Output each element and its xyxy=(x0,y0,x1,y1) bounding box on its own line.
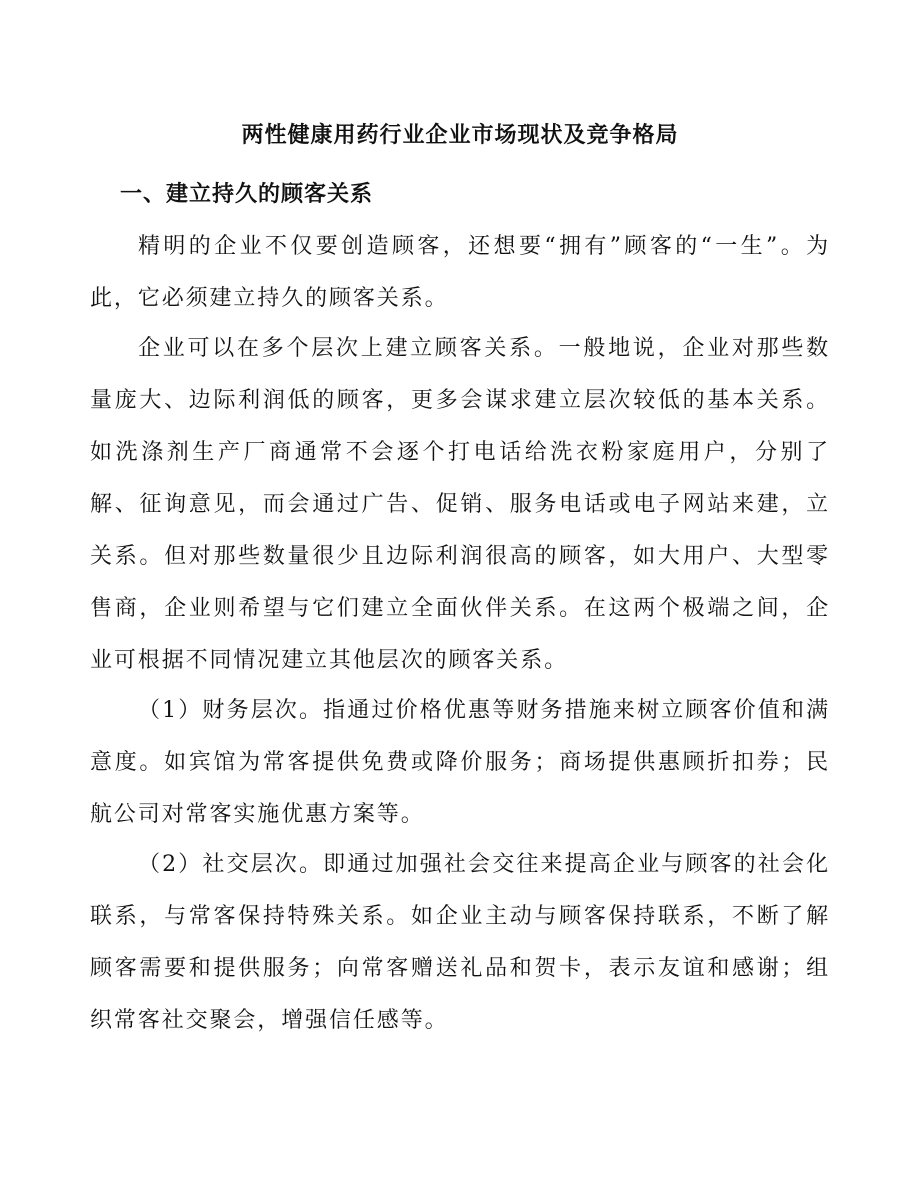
paragraph-levels: 企业可以在多个层次上建立顾客关系。一般地说，企业对那些数量庞大、边际利润低的顾客，更多会谋求建立层次较低的基本关系。如洗涤剂生产厂商通常不会逐个打电话给洗衣粉家庭用户，分别了解、征询意见，而会通过广告、促销、服务电话或电子网站来建，立关系。但对那些数量很少且边际利润很高的顾客，如大用户、大型零售商，企业则希望与它们建立全面伙伴关系。在这两个极端之间，企业可根据不同情况建立其他层次的顾客关系。 xyxy=(90,336,830,673)
paragraph-social-level: （2）社交层次。即通过加强社会交往来提高企业与顾客的社会化联系，与常客保持特殊关系。如企业主动与顾客保持联系，不断了解顾客需要和提供服务；向常客赠送礼品和贺卡，表示友谊和感谢；组织常客社交聚会，增强信任感等。 xyxy=(90,852,830,1033)
paragraph-intro: 精明的企业不仅要创造顾客，还想要“拥有”顾客的“一生”。为此，它必须建立持久的顾客关系。 xyxy=(90,234,830,311)
document-title: 两性健康用药行业企业市场现状及竞争格局 xyxy=(241,123,679,148)
paragraph-financial-level: （1）财务层次。指通过价格优惠等财务措施来树立顾客价值和满意度。如宾馆为常客提供免费或降价服务；商场提供惠顾折扣券；民航公司对常客实施优惠方案等。 xyxy=(90,698,830,827)
section-heading: 一、建立持久的顾客关系 xyxy=(120,182,374,207)
